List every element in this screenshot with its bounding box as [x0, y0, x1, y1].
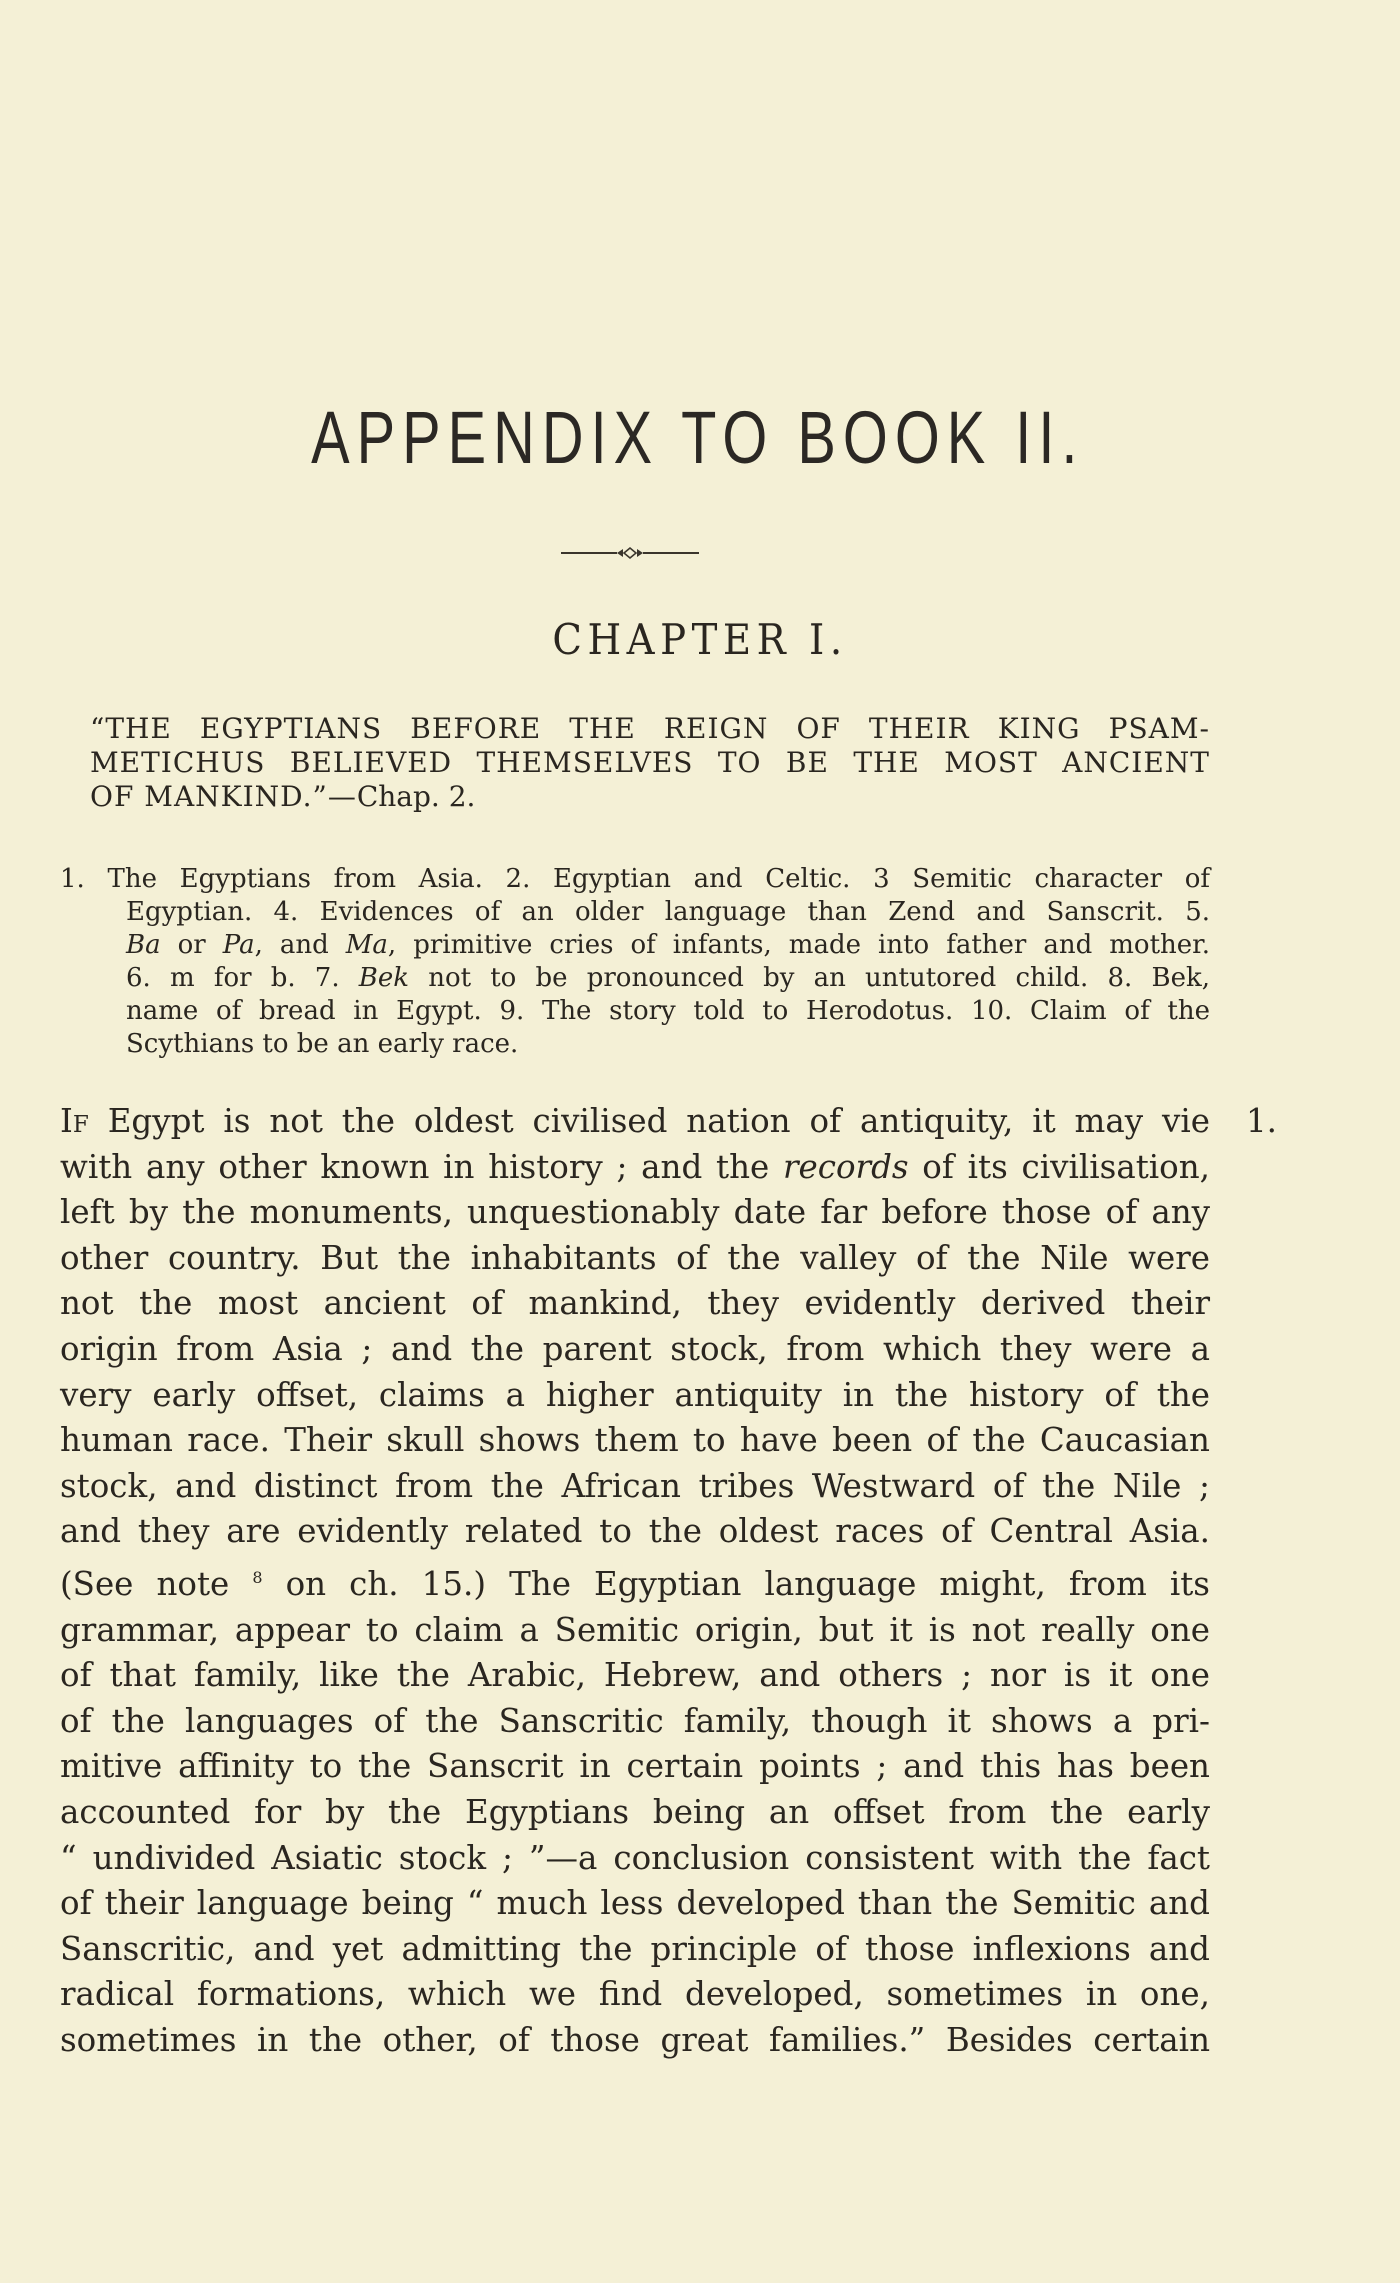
summary-line: 6. m for b. 7. Bek not to be pronounced by an untutored child. 8. Bek, [126, 963, 1210, 993]
body-line: “ undivided Asiatic stock ; ”—a conclusion consistent with the fact [60, 1838, 1210, 1877]
body-line: left by the monuments, unquestionably date far before those of any [60, 1193, 1210, 1232]
body-line: stock, and distinct from the African tribes Westward of the Nile ; [60, 1466, 1210, 1505]
heading-line [90, 780, 475, 813]
body-line: of the languages of the Sanscritic family, though it shows a pri- [60, 1701, 1210, 1740]
heading-line: “THE EGYPTIANS BEFORE THE REIGN OF THEIR KING PSAM- [90, 712, 1210, 745]
chapter-quote-heading [90, 712, 1210, 814]
body-line: accounted for by the Egyptians being an offset from the early [60, 1792, 1210, 1831]
drop-cap: If [60, 1102, 89, 1140]
body-line: of that family, like the Arabic, Hebrew, and others ; nor is it one [60, 1656, 1210, 1695]
body-line: If Egypt is not the oldest civilised nation of antiquity, it may vie [60, 1102, 1210, 1140]
heading-chapter-ref: Chap. 2. [356, 780, 476, 813]
body-line: sometimes in the other, of those great families.” Besides certain [60, 2020, 1210, 2059]
body-line: very early offset, claims a higher antiquity in the history of the [60, 1375, 1210, 1414]
summary-line: Ba or Pa, and Ma, primitive cries of infants, made into father and mother. [126, 930, 1211, 960]
footnote-ref: 8 [252, 1567, 263, 1587]
chapter-summary [60, 863, 1210, 1061]
body-line: (See note $^8$ on ch. 15.) The Egyptian language might, from its [60, 1564, 1210, 1603]
body-line: Sanscritic, and yet admitting the principle of those inflexions and [60, 1929, 1210, 1968]
summary-line: 1. The Egyptians from Asia. 2. Egyptian and Celtic. 3 Semitic character of [60, 864, 1210, 894]
summary-line: name of bread in Egypt. 9. The story told to Herodotus. 10. Claim of the [126, 996, 1210, 1026]
heading-text: OF MANKIND.”— [90, 780, 357, 813]
ornament-divider-icon [561, 546, 699, 560]
body-line: radical formations, which we find developed, sometimes in one, [60, 1975, 1210, 2014]
body-line: of their language being “ much less developed than the Semitic and [60, 1884, 1210, 1923]
body-line: with any other known in history ; and the records of its civilisation, [60, 1147, 1211, 1186]
body-line: and they are evidently related to the oldest races of Central Asia. [60, 1512, 1210, 1551]
page-title: APPENDIX TO BOOK II. [311, 396, 1085, 479]
summary-line: Scythians to be an early race. [126, 1029, 519, 1059]
summary-line: Egyptian. 4. Evidences of an older language than Zend and Sanscrit. 5. [126, 897, 1210, 927]
body-line: not the most ancient of mankind, they evidently derived their [60, 1284, 1210, 1323]
chapter-heading: CHAPTER I. [552, 615, 848, 664]
body-paragraph [60, 1099, 1210, 2063]
body-line: other country. But the inhabitants of the valley of the Nile were [60, 1238, 1210, 1277]
body-line: human race. Their skull shows them to have been of the Caucasian [60, 1421, 1210, 1460]
heading-line: METICHUS BELIEVED THEMSELVES TO BE THE MOST ANCIENT [90, 746, 1210, 779]
body-line: origin from Asia ; and the parent stock, from which they were a [60, 1329, 1210, 1368]
body-line: mitive affinity to the Sanscrit in certain points ; and this has been [60, 1747, 1210, 1786]
marginal-section-number: 1. [1246, 1102, 1278, 1140]
body-line: grammar, appear to claim a Semitic origin, but it is not really one [60, 1610, 1210, 1649]
